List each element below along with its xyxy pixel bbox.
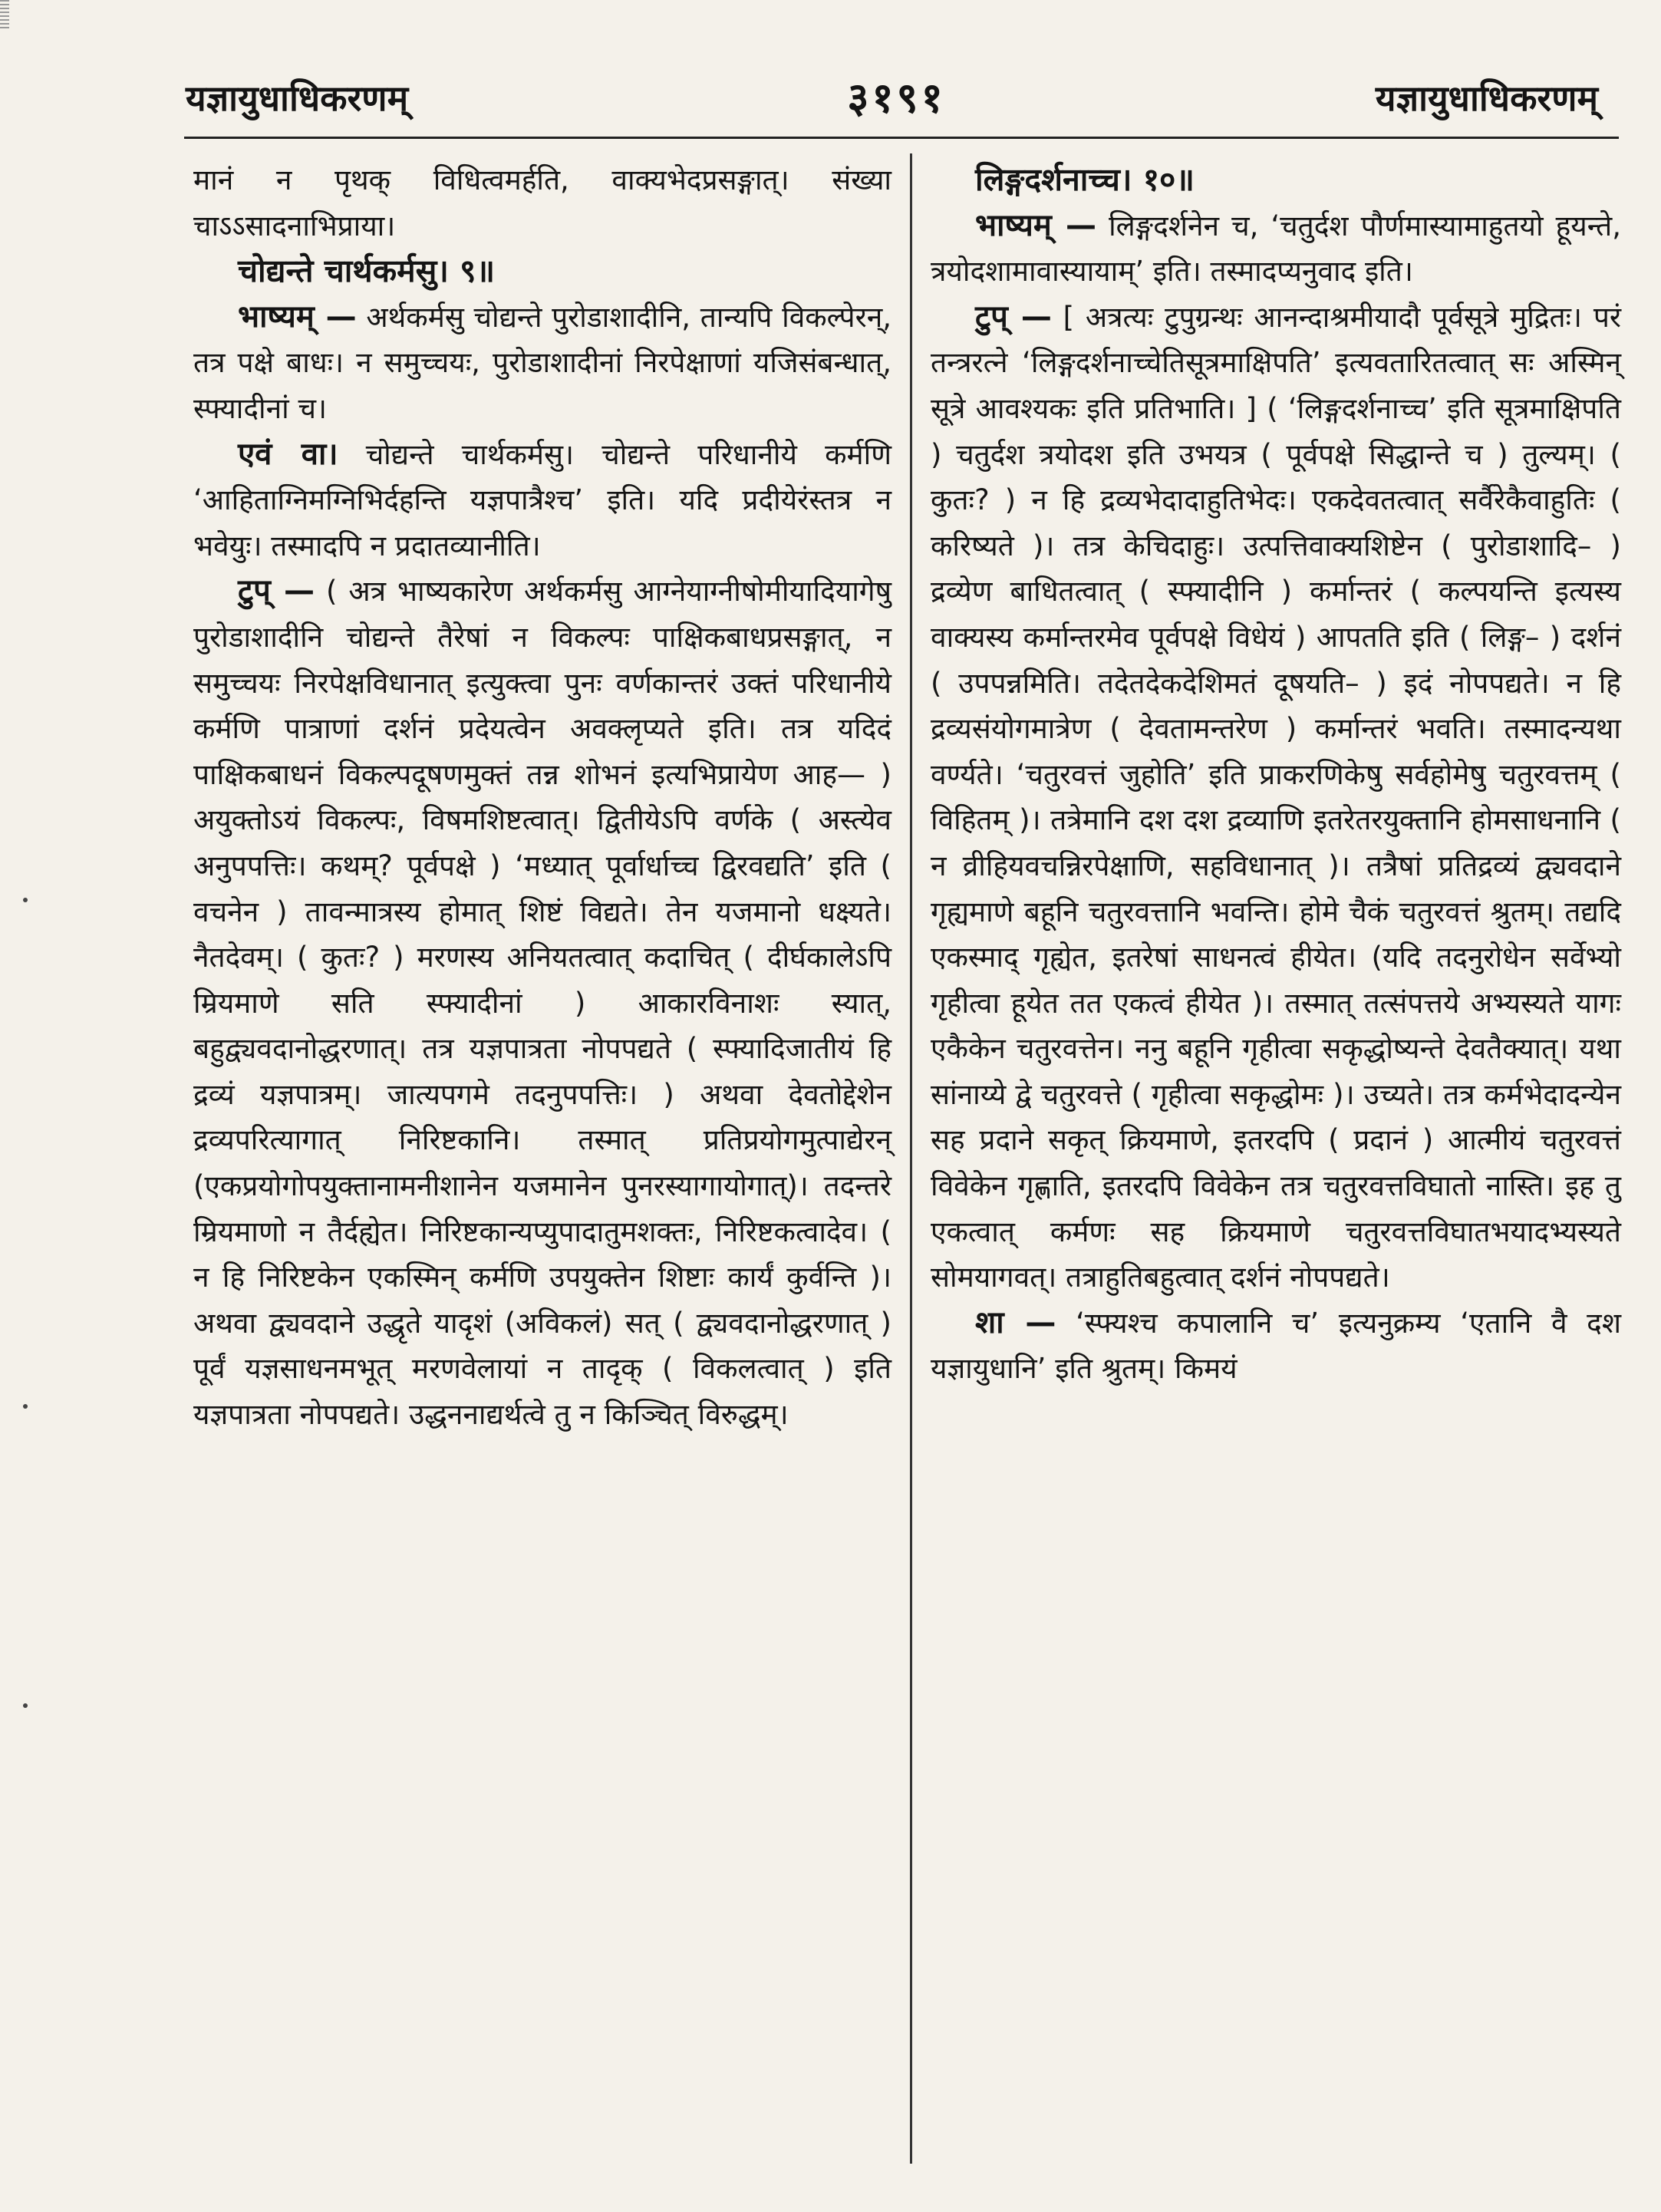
left-bhashya-9 <box>193 295 891 432</box>
bhashya-label: भाष्यम् — <box>975 207 1097 243</box>
bhashya-label: भाष्यम् — <box>238 298 357 335</box>
column-divider <box>910 153 912 2164</box>
scan-edge-noise <box>0 0 9 31</box>
tuptika-label: टुप् — <box>238 573 315 609</box>
shastradipika-text: ‘स्फ्यश्च कपालानि च’ इत्यनुक्रम्य ‘एतानि वै दश यज्ञायुधानि’ इति श्रुतम्। किमयं <box>931 1306 1621 1386</box>
right-shastradipika <box>931 1300 1621 1392</box>
alt-reading-text: चोद्यन्ते चार्थकर्मसु। चोद्यन्ते परिधानीये कर्मणि ‘आहिताग्निमग्निभिर्दहन्ति यज्ञपात्रैश्च’ इति। यदि प्रदीयेरंस्तत्र न भवेयुः। तस्मादपि न प्रदातव्यानीति। <box>193 437 892 562</box>
page-header <box>178 68 1615 135</box>
running-head-right: यज्ञायुधाधिकरणम् <box>1375 77 1598 119</box>
page-number: ३१९१ <box>847 74 946 122</box>
margin-speck <box>23 1404 28 1409</box>
margin-speck <box>23 1703 28 1708</box>
left-column <box>193 157 891 1438</box>
right-bhashya-10 <box>931 203 1621 295</box>
left-tuptika-9 <box>193 569 891 1437</box>
tuptika-text: ( अत्र भाष्यकारेण अर्थकर्मसु आग्नेयाग्नीषोमीयादियागेषु पुरोडाशादीनि चोद्यन्ते तैरेषां न विकल्पः पाक्षिकबाधप्रसङ्गात्, न समुच्चयः निरपेक्षविधानात् इत्युक्त्वा पुनः वर्णकान्तरं उक्तं परिधानीये कर्मणि पात्राणां दर्शनं प्रदेयत्वेन अवक्लृप्यते इति। तत्र यदिदं पाक्षिकबाधनं विकल्पदूषणमुक्तं तन्न शोभनं इत्यभिप्रायेण आह— ) अयुक्तोऽयं विकल्पः, विषमशिष्टत्वात्। द्वितीयेऽपि वर्णके ( अस्त्येव अनुपपत्तिः। कथम्? पूर्वपक्षे ) ‘मध्यात् पूर्वार्धाच्च द्विरवद्यति’ इति ( वचनेन ) तावन्मात्रस्य होमात् शिष्टं विद्यते। तेन यजमानो धक्ष्यते। नैतदेवम्। ( कुतः? ) मरणस्य अनियतत्वात् कदाचित् ( दीर्घकालेऽपि म्रियमाणे सति स्फ्यादीनां ) आकारविनाशः स्यात्, बहुद्व्यवदानोद्धरणात्। तत्र यज्ञपात्रता नोपपद्यते ( स्फ्यादिजातीयं हि द्रव्यं यज्ञपात्रम्। जात्यपगमे तदनुपपत्तिः। ) अथवा देवतोद्देशेन द्रव्यपरित्यागात् निरिष्टकानि। तस्मात् प्रतिप्रयोगमुत्पाद्येरन् (एकप्रयोगोपयुक्तानामनीशानेन यजमानेन पुनरस्यागायोगात्)। तदन्तरे म्रियमाणो न तैर्दह्येत। निरिष्टकान्यप्युपादातुमशक्तः, निरिष्टकत्वादेव। ( न हि निरिष्टकेन एकस्मिन् कर्मणि उपयुक्तेन शिष्टाः कार्यं कुर्वन्ति )। अथवा द्व्यवदाने उद्धृते यादृशं (अविकलं) सत् ( द्व्यवदानोद्धरणात् ) पूर्वं यज्ञसाधनमभूत् मरणवेलायां न तादृक् ( विकलत्वात् ) इति यज्ञपात्रता नोपपद्यते। उद्धननाद्यर्थत्वे तु न किञ्चित् विरुद्धम्। <box>193 575 891 1432</box>
shastradipika-label: शा — <box>975 1304 1056 1340</box>
bhashya-text: अर्थकर्मसु चोद्यन्ते पुरोडाशादीनि, तान्यपि विकल्पेरन्, तत्र पक्षे बाधः। न समुच्चयः, पुरोडाशादीनां निरपेक्षाणां यजिसंबन्धात्, स्फ्यादीनां च। <box>193 300 891 425</box>
header-rule <box>184 137 1619 139</box>
left-paragraph-1: मानं न पृथक् विधित्वमर्हति, वाक्यभेदप्रसङ्गात्। संख्या चाऽऽसादनाभिप्राया। <box>193 163 891 242</box>
sutra-9: चोद्यन्ते चार्थकर्मसु। ९॥ <box>238 252 496 290</box>
sutra-10: लिङ्गदर्शनाच्च। १०॥ <box>975 161 1195 198</box>
right-column <box>931 157 1621 1392</box>
bhashya-text: लिङ्गदर्शनेन च, ‘चतुर्दश पौर्णमास्यामाहुतयो हूयन्ते, त्रयोदशामावास्यायाम्’ इति। तस्मादप्यनुवाद इति। <box>931 209 1621 288</box>
running-head-left: यज्ञायुधाधिकरणम् <box>186 77 409 119</box>
right-tuptika-10 <box>931 295 1621 1300</box>
tuptika-label: टुप् — <box>975 298 1052 335</box>
alt-reading-label: एवं वा। <box>238 436 338 472</box>
left-alt-reading <box>193 432 891 569</box>
tuptika-text: [ अत्रत्यः टुपुग्रन्थः आनन्दाश्रमीयादौ पूर्वसूत्रे मुद्रितः। परं तन्त्ररत्ने ‘लिङ्गदर्शनाच्चेतिसूत्रमाक्षिपति’ इत्यवतारितत्वात् सः अस्मिन् सूत्रे आवश्यकः इति प्रतिभाति। ] ( ‘लिङ्गदर्शनाच्च’ इति सूत्रमाक्षिपति ) चतुर्दश त्रयोदश इति उभयत्र ( पूर्वपक्षे सिद्धान्ते च ) तुल्यम्। ( कुतः? ) न हि द्रव्यभेदादाहुतिभेदः। एकदेवतत्वात् सर्वैरेकैवाहुतिः ( करिष्यते )। तत्र केचिदाहुः। उत्पत्तिवाक्यशिष्टेन ( पुरोडाशादि– ) द्रव्येण बाधितत्वात् ( स्फ्यादीनि ) कर्मान्तरं ( कल्पयन्ति इत्यस्य वाक्यस्य कर्मान्तरमेव पूर्वपक्षे विधेयं ) आपतति इति ( लिङ्ग– ) दर्शनं ( उपपन्नमिति। तदेतदेकदेशिमतं दूषयति– ) इदं नोपपद्यते। न हि द्रव्यसंयोगमात्रेण ( देवतामन्तरेण ) कर्मान्तरं भवति। तस्मादन्यथा वर्ण्यते। ‘चतुरवत्तं जुहोति’ इति प्राकरणिकेषु सर्वहोमेषु चतुरवत्तम् ( विहितम् )। तत्रेमानि दश दश द्रव्याणि इतरेतरयुक्तानि होमसाधनानि ( न व्रीहियवचन्निरपेक्षाणि, सहविधानात् )। तत्रैषां प्रतिद्रव्यं द्व्यवदाने गृह्यमाणे बहूनि चतुरवत्तानि भवन्ति। होमे चैकं चतुरवत्तं श्रुतम्। तद्यदि एकस्माद् गृह्येत, इतरेषां साधनत्वं हीयेत। (यदि तदनुरोधेन सर्वेभ्यो गृहीत्वा हूयेत तत एकत्वं हीयेत )। तस्मात् तत्संपत्तये अभ्यस्यते यागः एकैकेन चतुरवत्तेन। ननु बहूनि गृहीत्वा सकृद्धोष्यन्ते देवतैक्यात्। यथा सांनाय्ये द्वे चतुरवत्ते ( गृहीत्वा सकृद्धोमः )। उच्यते। तत्र कर्मभेदादन्येन सह प्रदाने सकृत् क्रियमाणे, इतरदपि ( प्रदानं ) आत्मीयं चतुरवत्तं विवेकेन गृह्णाति, इतरदपि विवेकेन तत्र चतुरवत्तविघातो नास्ति। इह तु एकत्वात् कर्मणः सह क्रियमाणे चतुरवत्तविघातभयादभ्यस्यते सोमयागवत्। तत्राहुतिबहुत्वात् दर्शनं नोपपद्यते। <box>931 300 1621 1294</box>
margin-speck <box>23 898 28 902</box>
